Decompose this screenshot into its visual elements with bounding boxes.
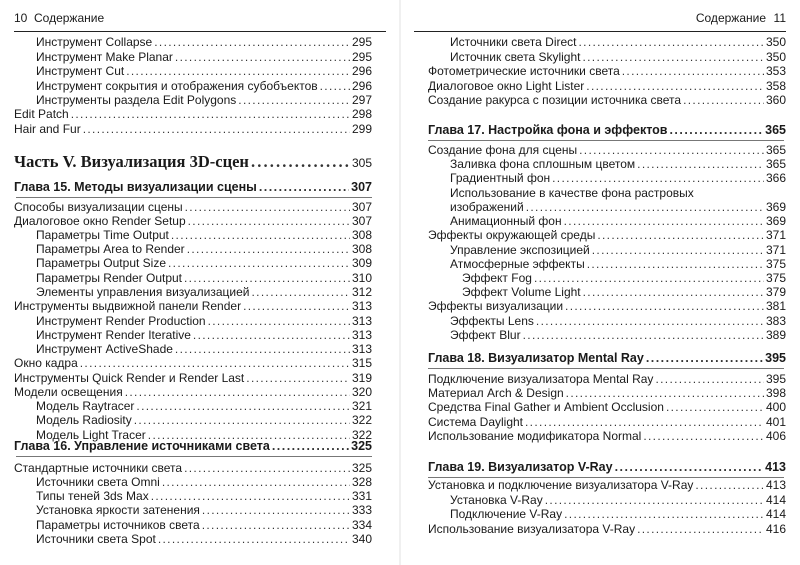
header-rule	[14, 31, 386, 32]
toc-entry-label: Система Daylight	[428, 415, 524, 429]
right-page-header	[414, 8, 786, 28]
toc-entry-label: Фотометрические источники света	[428, 64, 620, 78]
toc-page-number: 416	[765, 522, 786, 536]
toc-entry	[14, 122, 372, 137]
toc-chapter	[428, 460, 786, 475]
dot-leader	[158, 532, 350, 546]
toc-entry	[36, 35, 372, 50]
toc-page-number: 365	[765, 123, 786, 137]
toc-entry	[36, 50, 372, 65]
toc-page-number: 366	[765, 171, 786, 185]
toc-page-number: 365	[765, 157, 786, 171]
toc-entry-label: Параметры Time Output	[36, 228, 169, 242]
dot-leader	[646, 351, 763, 365]
dot-leader	[202, 518, 350, 532]
toc-entry-label: Средства Final Gather и Ambient Occlusion	[428, 400, 664, 414]
toc-entry	[14, 107, 372, 122]
toc-entry	[428, 415, 786, 430]
dot-leader	[208, 314, 350, 328]
toc-entry-label: Edit Patch	[14, 107, 69, 121]
toc-entry-label: Диалоговое окно Light Lister	[428, 79, 585, 93]
toc-entry	[450, 200, 786, 215]
toc-entry	[36, 328, 372, 343]
toc-page-number: 319	[351, 371, 372, 385]
dot-leader	[320, 79, 350, 93]
toc-page-number: 369	[765, 214, 786, 228]
toc-entry	[428, 79, 786, 94]
dot-leader	[565, 299, 764, 313]
book-gutter	[399, 0, 401, 565]
toc-entry-label: Установка яркости затенения	[36, 503, 200, 517]
dot-leader	[655, 372, 764, 386]
toc-page-number: 295	[351, 50, 372, 64]
dot-leader	[184, 271, 350, 285]
toc-entry-label: Материал Arch & Design	[428, 386, 564, 400]
toc-page-number: 371	[765, 228, 786, 242]
header-rule	[414, 31, 786, 32]
toc-page-number: 400	[765, 400, 786, 414]
left-page	[14, 0, 386, 565]
page-number: 10	[14, 11, 28, 25]
dot-leader	[168, 256, 350, 270]
toc-page-number: 401	[765, 415, 786, 429]
toc-entry	[36, 489, 372, 504]
dot-leader	[238, 93, 350, 107]
toc-entry	[450, 328, 786, 343]
toc-entry	[14, 385, 372, 400]
toc-page-number: 297	[351, 93, 372, 107]
toc-entry	[36, 475, 372, 490]
toc-entry	[428, 143, 786, 158]
toc-entry	[14, 371, 372, 386]
toc-entry	[428, 93, 786, 108]
dot-leader	[151, 489, 350, 503]
toc-page-number: 340	[351, 532, 372, 546]
dot-leader	[162, 475, 350, 489]
toc-entry-label: Элементы управления визуализацией	[36, 285, 250, 299]
toc-page-number: 371	[765, 243, 786, 257]
toc-entry-label: Использование модификатора Normal	[428, 429, 642, 443]
toc-page-number: 321	[351, 399, 372, 413]
dot-leader	[523, 328, 764, 342]
chapter-rule	[428, 140, 784, 141]
toc-entry-label: Инструмент ActiveShade	[36, 342, 173, 356]
toc-page-number: 313	[351, 299, 372, 313]
toc-entry-label: Создание фона для сцены	[428, 143, 578, 157]
toc-entry-label: Глава 15. Методы визуализации сцены	[14, 180, 257, 194]
toc-entry	[450, 214, 786, 229]
toc-entry-label: Инструмент Collapse	[36, 35, 153, 49]
toc-entry-label: Эффекты Lens	[450, 314, 534, 328]
toc-entry-label: Создание ракурса с позиции источника света	[428, 93, 682, 107]
toc-page-number: 325	[351, 461, 372, 475]
toc-entry-label: Инструмент Make Planar	[36, 50, 173, 64]
toc-entry	[14, 356, 372, 371]
toc-page-number: 375	[765, 271, 786, 285]
toc-page-number: 296	[351, 79, 372, 93]
toc-page-number: 395	[765, 351, 786, 365]
toc-entry	[36, 399, 372, 414]
toc-page-number: 328	[351, 475, 372, 489]
toc-part	[14, 152, 372, 172]
toc-entry-label: Инструменты раздела Edit Polygons	[36, 93, 237, 107]
toc-page-number: 307	[351, 180, 372, 194]
toc-page-number: 413	[765, 478, 786, 492]
toc-page-number: 413	[765, 460, 786, 474]
dot-leader	[184, 461, 350, 475]
toc-entry	[462, 285, 786, 300]
toc-page-number: 313	[351, 342, 372, 356]
toc-entry-label: Подключение визуализатора Mental Ray	[428, 372, 654, 386]
dot-leader	[583, 285, 764, 299]
dot-leader	[552, 171, 764, 185]
running-title: Содержание	[34, 11, 105, 25]
toc-entry-label: Эффекты визуализации	[428, 299, 564, 313]
toc-page-number: 395	[765, 372, 786, 386]
toc-entry-label: Параметры источников света	[36, 518, 200, 532]
toc-page-number: 360	[765, 93, 786, 107]
dot-leader	[666, 400, 764, 414]
toc-page-number: 383	[765, 314, 786, 328]
dot-leader	[695, 478, 764, 492]
toc-entry-label: Окно кадра	[14, 356, 78, 370]
dot-leader	[175, 50, 350, 64]
toc-page-number: 325	[351, 439, 372, 453]
dot-leader	[126, 64, 350, 78]
toc-entry-label: Параметры Output Size	[36, 256, 167, 270]
toc-entry-label: Установка V-Ray	[450, 493, 543, 507]
toc-entry	[450, 35, 786, 50]
dot-leader	[637, 157, 764, 171]
toc-page-number: 305	[351, 156, 372, 170]
right-page	[414, 0, 786, 565]
toc-entry	[36, 285, 372, 300]
toc-entry	[428, 372, 786, 387]
toc-entry-label: Источники света Direct	[450, 35, 577, 49]
toc-entry-label: Эффект Volume Light	[462, 285, 581, 299]
toc-entry	[36, 518, 372, 533]
dot-leader	[171, 228, 350, 242]
toc-chapter	[14, 439, 372, 454]
chapter-rule	[16, 456, 372, 457]
running-title: Содержание	[695, 11, 766, 25]
toc-entry	[428, 228, 786, 243]
toc-page-number: 315	[351, 356, 372, 370]
toc-page-number: 299	[351, 122, 372, 136]
toc-entry-label: Модель Radiosity	[36, 413, 132, 427]
toc-entry-label: изображений	[450, 200, 524, 214]
toc-page-number: 369	[765, 200, 786, 214]
toc-page-number: 414	[765, 493, 786, 507]
dot-leader	[545, 493, 764, 507]
dot-leader	[187, 242, 350, 256]
dot-leader	[125, 385, 350, 399]
toc-page-number: 389	[765, 328, 786, 342]
dot-leader	[252, 285, 350, 299]
toc-page-number: 313	[351, 328, 372, 342]
dot-leader	[586, 79, 764, 93]
toc-entry-label: Инструменты Quick Render и Render Last	[14, 371, 245, 385]
toc-page-number: 353	[765, 64, 786, 78]
dot-leader	[683, 93, 764, 107]
toc-page-number: 307	[351, 214, 372, 228]
dot-leader	[579, 143, 764, 157]
dot-leader	[587, 257, 764, 271]
toc-entry	[36, 79, 372, 94]
toc-entry	[450, 257, 786, 272]
dot-leader	[134, 413, 350, 427]
toc-entry-label: Градиентный фон	[450, 171, 551, 185]
dot-leader	[564, 507, 764, 521]
toc-entry-label: Инструмент Render Production	[36, 314, 206, 328]
toc-entry	[450, 50, 786, 65]
toc-entry	[428, 429, 786, 444]
left-page-header	[14, 8, 386, 28]
toc-chapter	[14, 180, 372, 195]
toc-entry	[450, 507, 786, 522]
toc-entry	[428, 478, 786, 493]
toc-page-number: 350	[765, 35, 786, 49]
dot-leader	[597, 228, 764, 242]
toc-entry-label: Источники света Omni	[36, 475, 160, 489]
toc-entry	[36, 228, 372, 243]
toc-page-number: 296	[351, 64, 372, 78]
toc-entry-label: Эффект Fog	[462, 271, 532, 285]
toc-entry	[14, 214, 372, 229]
toc-entry-label: Атмосферные эффекты	[450, 257, 585, 271]
dot-leader	[579, 35, 764, 49]
dot-leader	[246, 371, 350, 385]
toc-entry-label: Инструмент Render Iterative	[36, 328, 191, 342]
toc-entry-label: Hair and Fur	[14, 122, 81, 136]
toc-page-number: 333	[351, 503, 372, 517]
toc-page-number: 322	[351, 428, 372, 442]
toc-entry-label: Стандартные источники света	[14, 461, 183, 475]
toc-entry-label: Использование в качестве фона растровых	[450, 186, 694, 200]
toc-entry	[450, 157, 786, 172]
chapter-rule	[428, 368, 784, 369]
toc-entry	[428, 386, 786, 401]
toc-entry	[450, 171, 786, 186]
dot-leader	[154, 35, 350, 49]
toc-entry-label: Модель Light Tracer	[36, 428, 146, 442]
toc-page-number: 313	[351, 314, 372, 328]
toc-entry	[14, 299, 372, 314]
toc-entry	[428, 522, 786, 537]
dot-leader	[251, 152, 350, 172]
toc-entry	[36, 242, 372, 257]
toc-entry-label: Модели освещения	[14, 385, 123, 399]
toc-page-number: 406	[765, 429, 786, 443]
toc-entry	[428, 299, 786, 314]
toc-page-number: 381	[765, 299, 786, 313]
toc-entry	[462, 271, 786, 286]
toc-entry	[450, 186, 786, 201]
toc-entry-label: Подключение V-Ray	[450, 507, 563, 521]
toc-page-number: 365	[765, 143, 786, 157]
toc-entry-label: Модель Raytracer	[36, 399, 135, 413]
toc-entry	[36, 532, 372, 547]
toc-entry	[36, 93, 372, 108]
dot-leader	[193, 328, 350, 342]
dot-leader	[525, 415, 764, 429]
toc-page-number: 309	[351, 256, 372, 270]
toc-entry	[428, 400, 786, 415]
dot-leader	[243, 299, 350, 313]
toc-entry-label: Заливка фона сплошным цветом	[450, 157, 636, 171]
toc-page-number: 322	[351, 413, 372, 427]
toc-page-number: 331	[351, 489, 372, 503]
toc-entry-label: Управление экспозицией	[450, 243, 590, 257]
toc-entry	[428, 64, 786, 79]
toc-page-number: 350	[765, 50, 786, 64]
dot-leader	[185, 200, 350, 214]
toc-page-number: 334	[351, 518, 372, 532]
dot-leader	[272, 439, 349, 453]
toc-entry-label: Часть V. Визуализация 3D-сцен	[14, 152, 249, 171]
dot-leader	[669, 123, 763, 137]
dot-leader	[534, 271, 764, 285]
toc-page-number: 308	[351, 242, 372, 256]
toc-entry-label: Эффекты окружающей среды	[428, 228, 596, 242]
dot-leader	[526, 200, 764, 214]
toc-entry	[450, 493, 786, 508]
toc-page-number: 375	[765, 257, 786, 271]
dot-leader	[175, 342, 350, 356]
toc-entry	[36, 256, 372, 271]
dot-leader	[564, 214, 764, 228]
toc-entry-label: Глава 18. Визуализатор Mental Ray	[428, 351, 644, 365]
toc-page-number: 310	[351, 271, 372, 285]
dot-leader	[188, 214, 350, 228]
dot-leader	[643, 429, 764, 443]
toc-page-number: 379	[765, 285, 786, 299]
toc-page-number: 358	[765, 79, 786, 93]
toc-entry	[36, 413, 372, 428]
dot-leader	[622, 64, 764, 78]
toc-entry-label: Установка и подключение визуализатора V-Ray	[428, 478, 694, 492]
toc-entry-label: Источник света Skylight	[450, 50, 581, 64]
dot-leader	[71, 107, 350, 121]
dot-leader	[259, 180, 349, 194]
toc-entry	[450, 243, 786, 258]
toc-entry	[450, 314, 786, 329]
toc-entry	[36, 342, 372, 357]
dot-leader	[202, 503, 350, 517]
toc-entry-label: Параметры Area to Render	[36, 242, 185, 256]
toc-page-number: 307	[351, 200, 372, 214]
toc-entry-label: Глава 19. Визуализатор V-Ray	[428, 460, 613, 474]
toc-page-number: 414	[765, 507, 786, 521]
dot-leader	[536, 314, 764, 328]
toc-entry	[36, 503, 372, 518]
toc-entry-label: Эффект Blur	[450, 328, 521, 342]
toc-entry	[36, 271, 372, 286]
toc-page-number: 308	[351, 228, 372, 242]
toc-entry	[14, 461, 372, 476]
dot-leader	[80, 356, 350, 370]
toc-entry-label: Анимационный фон	[450, 214, 562, 228]
dot-leader	[582, 50, 764, 64]
chapter-rule	[16, 197, 372, 198]
dot-leader	[592, 243, 764, 257]
page-number: 11	[773, 11, 786, 25]
toc-chapter	[428, 123, 786, 138]
toc-entry-label: Источники света Spot	[36, 532, 156, 546]
toc-entry-label: Инструмент Cut	[36, 64, 125, 78]
toc-page-number: 295	[351, 35, 372, 49]
dot-leader	[136, 399, 350, 413]
toc-page-number: 312	[351, 285, 372, 299]
toc-entry	[14, 200, 372, 215]
toc-entry	[36, 314, 372, 329]
toc-entry-label: Глава 16. Управление источниками света	[14, 439, 270, 453]
toc-page-number: 298	[351, 107, 372, 121]
toc-chapter	[428, 351, 786, 366]
toc-entry-label: Глава 17. Настройка фона и эффектов	[428, 123, 668, 137]
toc-entry-label: Использование визуализатора V-Ray	[428, 522, 636, 536]
toc-entry-label: Способы визуализации сцены	[14, 200, 183, 214]
toc-page-number: 320	[351, 385, 372, 399]
toc-entry-label: Инструменты выдвижной панели Render	[14, 299, 242, 313]
toc-entry-label: Диалоговое окно Render Setup	[14, 214, 186, 228]
toc-entry-label: Типы теней 3ds Max	[36, 489, 149, 503]
dot-leader	[83, 122, 350, 136]
toc-entry-label: Параметры Render Output	[36, 271, 183, 285]
toc-entry-label: Инструмент сокрытия и отображения субобъектов	[36, 79, 318, 93]
toc-page-number: 398	[765, 386, 786, 400]
dot-leader	[615, 460, 764, 474]
toc-entry	[36, 64, 372, 79]
dot-leader	[566, 386, 764, 400]
dot-leader	[637, 522, 764, 536]
